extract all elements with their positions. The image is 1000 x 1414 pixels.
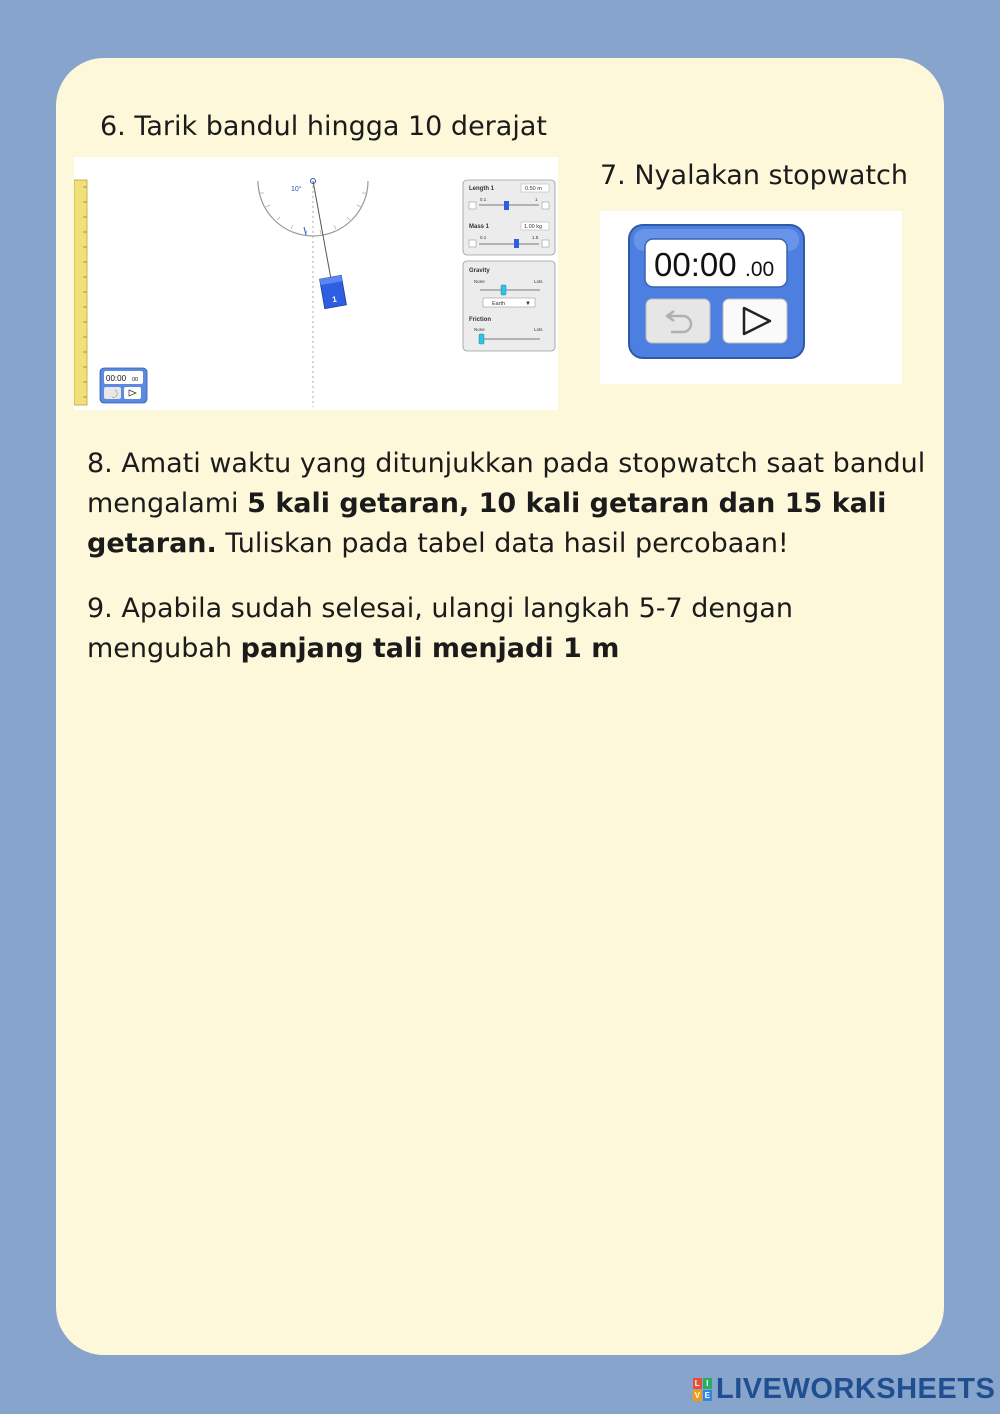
play-button[interactable]	[723, 299, 787, 343]
stopwatch-time: 00:00	[654, 246, 737, 283]
step-8-text	[87, 444, 937, 564]
ruler	[74, 180, 87, 405]
step-7-text: 7. Nyalakan stopwatch	[600, 160, 908, 191]
friction-none: None	[474, 327, 485, 332]
gravity-slider-thumb[interactable]	[501, 285, 506, 295]
gravity-label: Gravity	[469, 268, 490, 274]
mass-slider-thumb[interactable]	[514, 239, 519, 248]
length-mass-panel	[463, 180, 555, 255]
pendulum-string	[313, 181, 331, 279]
angle-label: 10°	[291, 186, 302, 193]
length-max: 1	[535, 197, 538, 202]
friction-label: Friction	[469, 317, 491, 323]
mass-max: 1.5	[532, 235, 539, 240]
length-increase-button[interactable]	[542, 202, 549, 209]
step-9-part-a: 9. Apabila sudah selesai, ulangi langkah 5-7 dengan mengubah	[87, 593, 793, 664]
friction-slider-thumb[interactable]	[479, 334, 484, 344]
gravity-none: None	[474, 279, 485, 284]
mass-increase-button[interactable]	[542, 240, 549, 247]
length-min: 0.1	[480, 197, 487, 202]
stopwatch-image	[600, 211, 902, 384]
mass-min: 0.1	[480, 235, 487, 240]
bob-label: 1	[331, 294, 338, 305]
pendulum-bob[interactable]	[320, 275, 347, 308]
mass-label: Mass 1	[469, 224, 490, 230]
mass-decrease-button[interactable]	[469, 240, 476, 247]
step-8-part-c: Tuliskan pada tabel data hasil percobaan!	[216, 528, 789, 559]
mass-value: 1.00 kg	[524, 224, 543, 230]
mini-stopwatch-cs: 00	[132, 377, 139, 383]
step-9-text	[87, 589, 937, 669]
gravity-select-value: Earth	[492, 301, 506, 307]
mini-stopwatch	[100, 368, 147, 403]
gravity-lots: Lots	[534, 279, 543, 284]
liveworksheets-logo	[693, 1373, 995, 1406]
step-6-text: 6. Tarik bandul hingga 10 derajat	[100, 111, 547, 142]
length-slider-thumb[interactable]	[504, 201, 509, 210]
mini-play-button[interactable]	[124, 387, 141, 399]
step-8-part-a: 8. Amati waktu yang ditunjukkan pada stopwatch saat bandul mengalami	[87, 448, 926, 519]
length-label: Length 1	[469, 186, 494, 192]
svg-text:▼: ▼	[525, 301, 531, 307]
pendulum-simulation-image	[74, 157, 558, 410]
stopwatch-centiseconds: .00	[745, 258, 775, 281]
step-9-bold: panjang tali menjadi 1 m	[240, 633, 620, 664]
length-value: 0.50 m	[525, 186, 542, 192]
gravity-friction-panel	[463, 261, 555, 351]
logo-text: LIVEWORKSHEETS	[716, 1373, 996, 1405]
mini-stopwatch-time: 00:00	[106, 374, 127, 383]
length-decrease-button[interactable]	[469, 202, 476, 209]
friction-lots: Lots	[534, 327, 543, 332]
step-8-bold: 5 kali getaran, 10 kali getaran dan 15 kali getaran.	[87, 488, 887, 559]
logo-mark-icon: L I V E	[694, 1379, 711, 1400]
reset-button[interactable]	[646, 299, 710, 343]
